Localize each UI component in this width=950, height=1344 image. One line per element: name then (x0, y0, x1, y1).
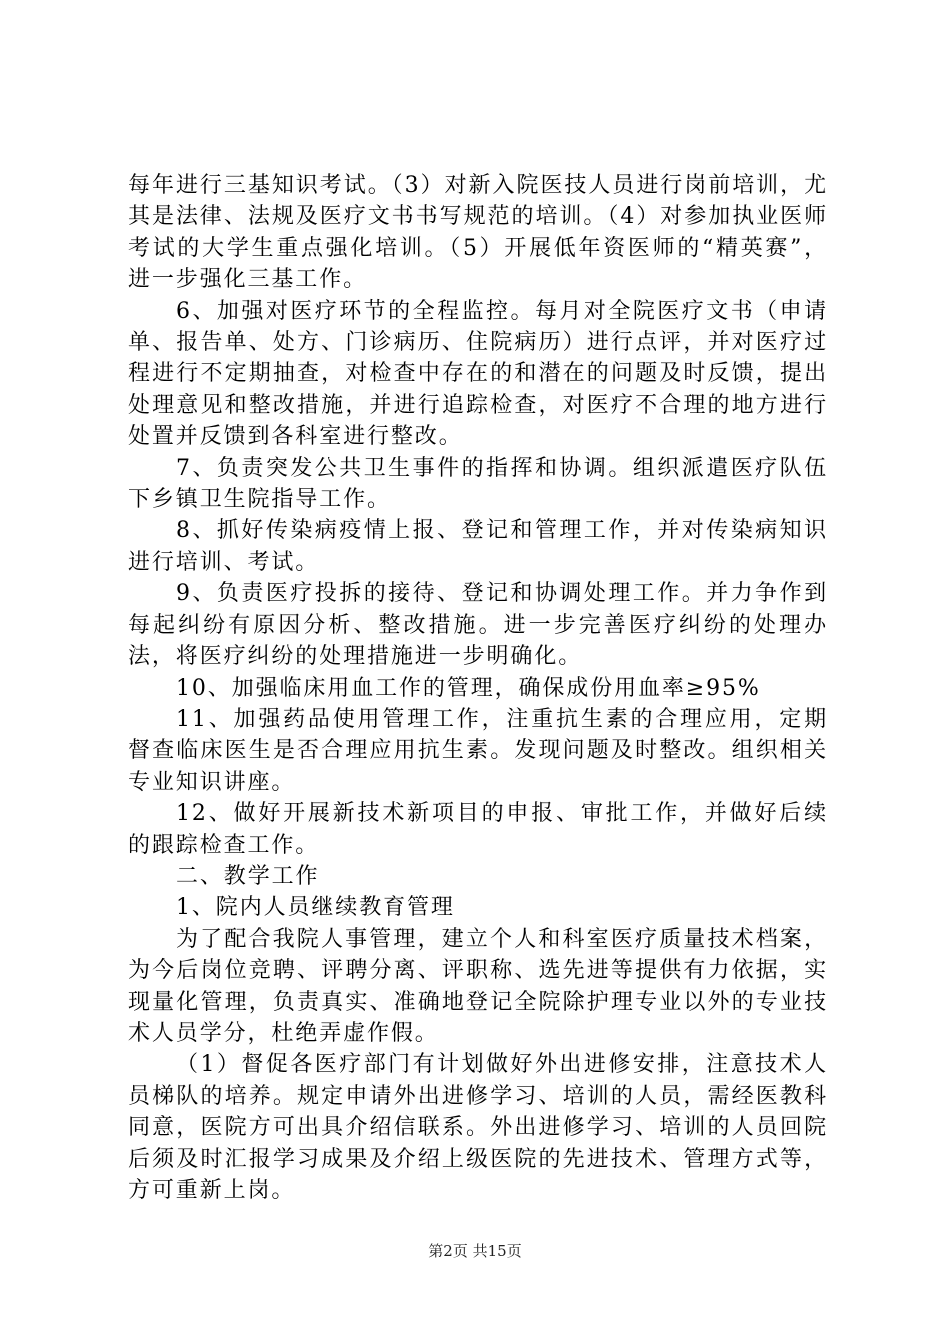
paragraph-item-10: 10、加强临床用血工作的管理，确保成份用血率≥95% (176, 675, 761, 701)
page-number-footer: 第2页 共15页 (428, 1242, 522, 1260)
section-heading-teaching: 二、教学工作 (176, 863, 320, 889)
paragraph-item-11: 11、加强药品使用管理工作，注重抗生素的合理应用，定期督查临床医生是否合理应用抗生素。发现问题及时整改。组织相关专业知识讲座。 (128, 706, 828, 795)
paragraph-item-6: 6、加强对医疗环节的全程监控。每月对全院医疗文书（申请单、报告单、处方、门诊病历、住院病历）进行点评，并对医疗过程进行不定期抽查，对检查中存在的和潜在的问题及时反馈，提出处理意见和整改措施，并进行追踪检查，对医疗不合理的地方进行处置并反馈到各科室进行整改。 (128, 298, 828, 450)
paragraph-education-purpose: 为了配合我院人事管理，建立个人和科室医疗质量技术档案，为今后岗位竞聘、评聘分离、评职称、选先进等提供有力依据，实现量化管理，负责真实、准确地登记全院除护理专业以外的专业技术人员学分，杜绝弄虚作假。 (128, 926, 828, 1046)
paragraph-item-8: 8、抓好传染病疫情上报、登记和管理工作，并对传染病知识进行培训、考试。 (128, 518, 828, 575)
subsection-heading-continuing-education: 1、院内人员继续教育管理 (176, 895, 455, 921)
paragraph-item-training-1: （1）督促各医疗部门有计划做好外出进修安排，注意技术人员梯队的培养。规定申请外出进修学习、培训的人员，需经医教科同意，医院方可出具介绍信联系。外出进修学习、培训的人员回院后须及时汇报学习成果及介绍上级医院的先进技术、管理方式等，方可重新上岗。 (128, 1052, 828, 1203)
document-body (128, 170, 828, 1206)
paragraph-item-12: 12、做好开展新技术新项目的申报、审批工作，并做好后续的跟踪检查工作。 (128, 801, 828, 858)
paragraph-item-9: 9、负责医疗投拆的接待、登记和协调处理工作。并力争作到每起纠纷有原因分析、整改措施。进一步完善医疗纠纷的处理办法，将医疗纠纷的处理措施进一步明确化。 (128, 581, 828, 670)
paragraph-continued: 每年进行三基知识考试。（3）对新入院医技人员进行岗前培训，尤其是法律、法规及医疗文书书写规范的培训。（4）对参加执业医师考试的大学生重点强化培训。（5）开展低年资医师的“精英赛”，进一步强化三基工作。 (128, 173, 828, 293)
paragraph-item-7: 7、负责突发公共卫生事件的指挥和协调。组织派遣医疗队伍下乡镇卫生院指导工作。 (128, 455, 828, 513)
